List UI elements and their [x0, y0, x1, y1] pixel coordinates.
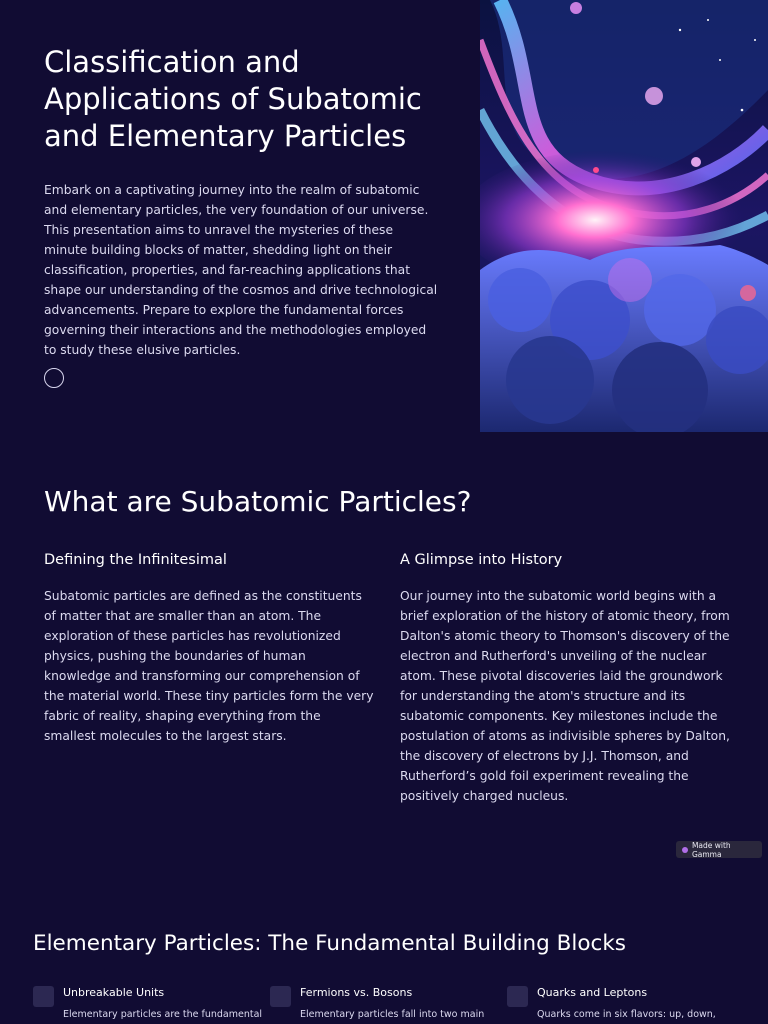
hero-section — [0, 0, 768, 432]
card-title: Unbreakable Units — [63, 986, 165, 999]
hero-text — [44, 44, 440, 360]
card-body: Elementary particles are the fundamental — [63, 1009, 263, 1020]
history-column — [400, 550, 730, 806]
gamma-logo-icon — [682, 847, 688, 853]
hero-description: Embark on a captivating journey into the realm of subatomic and elementary particles, the very foundation of our universe. This presentation aims to unravel the mysteries of these minute building blocks of matter, shedding light on their classification, properties, and far-reaching applications that shape our understanding of the cosmos and drive technological advancements. Prepare to explore the fundamental forces governing their interactions and the methodologies employed to study these elusive particles. — [44, 183, 438, 357]
column-body: Our journey into the subatomic world begins with a brief exploration of the history of atomic theory, from Dalton's atomic theory to Thomson's discovery of the electron and Rutherford's unveiling of the nuclear atom. These pivotal discoveries laid the groundwork for understanding the atom's structure and its subatomic components. Key milestones include the postulation of atoms as indivisible spheres by Dalton, the discovery of electrons by J.J. Thomson, and Rutherford’s gold foil experiment revealing the positively charged nucleus. — [400, 589, 730, 803]
section-title: What are Subatomic Particles? — [44, 485, 472, 518]
defining-column — [44, 550, 374, 746]
avatar[interactable] — [44, 368, 64, 388]
column-heading: A Glimpse into History — [400, 552, 563, 568]
card-title: Fermions vs. Bosons — [300, 986, 413, 999]
card-body: Quarks come in six flavors: up, down, — [537, 1009, 716, 1020]
made-with-gamma-badge[interactable] — [676, 841, 762, 858]
cosmic-nebula-image — [480, 0, 768, 432]
column-body: Subatomic particles are defined as the constituents of matter that are smaller than an atom. The exploration of these particles has revolutionized physics, pushing the boundaries of human knowledge and transforming our comprehension of the material world. These tiny particles form the very fabric of reality, shaping everything from the smallest molecules to the largest stars. — [44, 589, 374, 743]
card-body: Elementary particles fall into two main — [300, 1009, 485, 1020]
card-title: Quarks and Leptons — [537, 986, 648, 999]
what-are-subatomic-particles-section — [0, 432, 768, 872]
square-icon — [270, 986, 291, 1007]
square-icon — [33, 986, 54, 1007]
page-title: Classification and Applications of Subatomic and Elementary Particles — [44, 45, 422, 153]
elementary-particles-title: Elementary Particles: The Fundamental Building Blocks — [33, 931, 627, 956]
badge-label: Made with Gamma — [691, 840, 731, 859]
square-icon — [507, 986, 528, 1007]
column-heading: Defining the Infinitesimal — [44, 552, 227, 568]
